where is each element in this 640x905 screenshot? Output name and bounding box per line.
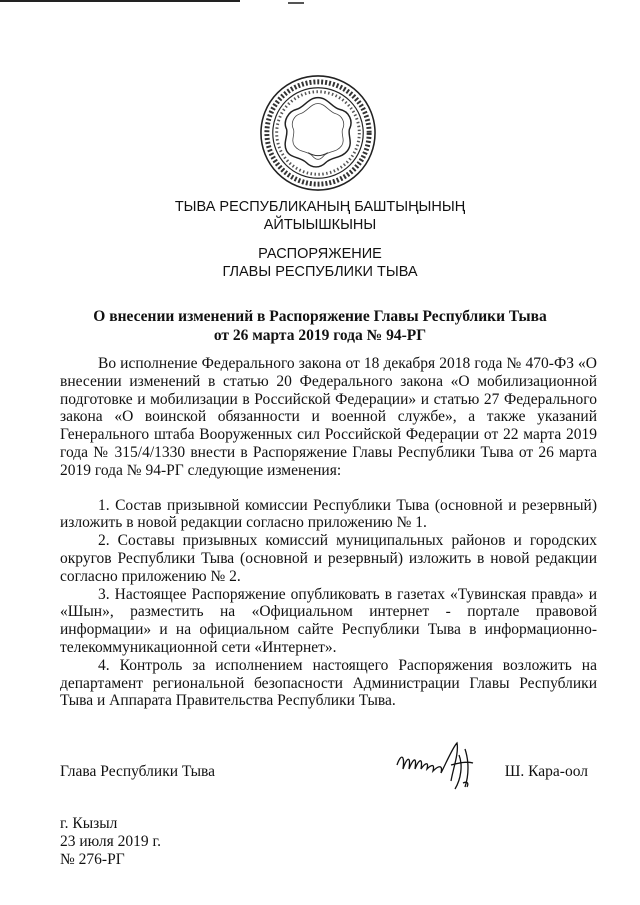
scan-mark (288, 2, 304, 4)
document-number: № 276-РГ (60, 851, 125, 868)
scan-top-line (0, 0, 240, 2)
header-tuvan (0, 198, 640, 234)
list-item-3: 3. Настоящее Распоряжение опубликовать в газетах «Тувинская правда» и «Шын», разместить на «Официальном интернет - портале правовой информации» и на официальном сайте Республики Тыва в информационно-телекоммуникационной сети «Интернет». (60, 585, 597, 656)
preamble-paragraph: Во исполнение Федерального закона от 18 декабря 2018 года № 470-ФЗ «О внесении изменений в статью 20 Федерального закона «О мобилизационной подготовке и мобилизации в Российской Федерации» и статью 27 Федерального закона «О воинской обязанности и военной службе», а также указаний Генерального штаба Вооруженных сил Российской Федерации от 22 марта 2019 года № 315/4/1330 внести в Распоряжение Главы Республики Тыва от 26 марта 2019 года № 94-РГ следующие изменения: (60, 355, 597, 479)
signatory-name: Ш. Кара-оол (504, 763, 588, 780)
place-date-number (60, 815, 161, 869)
list-item-2: 2. Составы призывных комиссий муниципальных районов и городских округов Республики Тыва (основной и резервный) изложить в новой редакции согласно приложению № 2. (60, 532, 597, 585)
tuva-emblem-icon (259, 74, 377, 192)
document-subject (0, 307, 640, 345)
header-line-1: ТЫВА РЕСПУБЛИКАНЫҢ БАШТЫҢЫНЫҢ (174, 199, 466, 215)
city: г. Кызыл (60, 815, 118, 832)
header-line-4: ГЛАВЫ РЕСПУБЛИКИ ТЫВА (222, 264, 418, 280)
subject-line-1: О внесении изменений в Распоряжение Главы Республики Тыва (93, 308, 547, 325)
list-item-4: 4. Контроль за исполнением настоящего Распоряжения возложить на департамент региональной безопасности Администрации Главы Республики Тыва и Аппарата Правительства Республики Тыва. (60, 656, 597, 710)
handwritten-signature (393, 735, 493, 793)
date: 23 июля 2019 г. (60, 833, 161, 850)
header-line-3: РАСПОРЯЖЕНИЕ (258, 246, 382, 262)
header-line-2: АЙТЫЫШКЫНЫ (263, 217, 377, 233)
list-item-1: 1. Состав призывной комиссии Республики Тыва (основной и резервный) изложить в новой редакции согласно приложению № 1. (60, 496, 597, 532)
document-body (60, 355, 597, 710)
signatory-position: Глава Республики Тыва (60, 763, 216, 780)
header-russian (0, 245, 640, 281)
subject-line-2: от 26 марта 2019 года № 94-РГ (213, 327, 427, 344)
